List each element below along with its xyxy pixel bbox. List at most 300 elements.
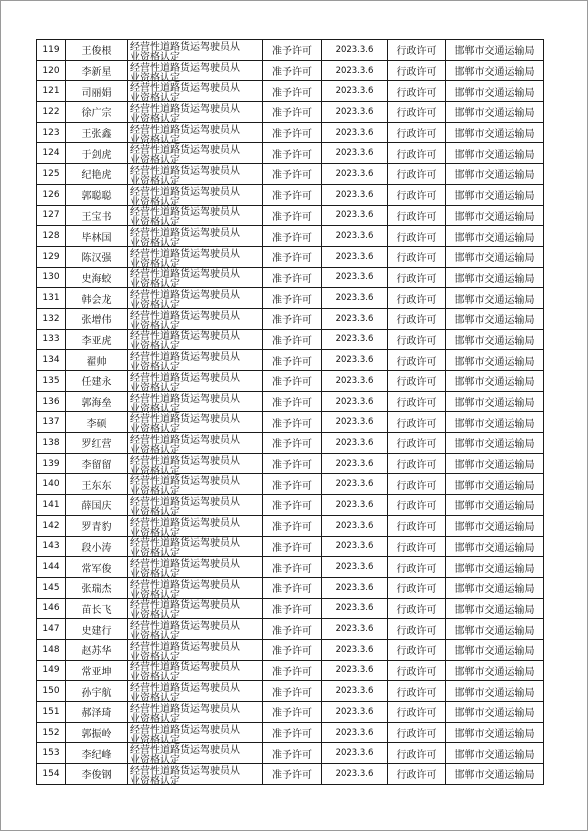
permit-item-cell <box>128 122 263 146</box>
permit-item-cell <box>128 433 263 454</box>
permit-item-cell <box>128 619 263 643</box>
table-row <box>37 164 544 185</box>
permit-item-cell <box>128 639 263 663</box>
permit-item-line2: 业资格认定 <box>130 734 180 746</box>
date-cell: 2023.3.6 <box>322 536 388 557</box>
table-row <box>37 722 544 743</box>
permit-item-cell <box>128 660 263 684</box>
permit-item-line2: 业资格认定 <box>130 320 180 332</box>
permit-item-cell <box>128 412 263 436</box>
applicant-name-cell: 李新星 <box>66 60 128 81</box>
category-cell: 行政许可 <box>388 122 446 143</box>
row-number-cell: 144 <box>37 557 66 578</box>
date-cell: 2023.3.6 <box>322 660 388 681</box>
permit-item-line2: 业资格认定 <box>130 196 180 208</box>
permit-item-line2: 业资格认定 <box>130 631 180 643</box>
table-row <box>37 81 544 102</box>
row-number-cell: 122 <box>37 102 66 123</box>
date-cell: 2023.3.6 <box>322 577 388 598</box>
row-number-cell: 148 <box>37 639 66 660</box>
authority-cell: 邯郸市交通运输局 <box>446 81 544 102</box>
permit-item-line2: 业资格认定 <box>130 548 180 560</box>
table-row <box>37 433 544 454</box>
decision-cell: 准予许可 <box>263 205 322 226</box>
category-cell: 行政许可 <box>388 660 446 681</box>
permit-item-line2: 业资格认定 <box>130 424 180 436</box>
category-cell: 行政许可 <box>388 184 446 205</box>
decision-cell: 准予许可 <box>263 122 322 143</box>
permit-item-cell <box>128 205 263 229</box>
table-row <box>37 205 544 226</box>
permit-item-line1: 经营性道路货运驾驶员从 <box>130 372 240 384</box>
permit-table <box>36 39 544 785</box>
category-cell: 行政许可 <box>388 391 446 412</box>
permit-item-line1: 经营性道路货运驾驶员从 <box>130 248 240 260</box>
table-row <box>37 288 544 309</box>
date-cell: 2023.3.6 <box>322 288 388 309</box>
authority-cell: 邯郸市交通运输局 <box>446 515 544 536</box>
permit-item-cell <box>128 743 263 767</box>
applicant-name-cell: 王张鑫 <box>66 122 128 143</box>
permit-item-line2: 业资格认定 <box>130 51 180 63</box>
authority-cell: 邯郸市交通运输局 <box>446 764 544 785</box>
table-row <box>37 577 544 598</box>
permit-item-cell <box>128 453 263 477</box>
applicant-name-cell: 任建永 <box>66 371 128 392</box>
table-row <box>37 308 544 329</box>
date-cell: 2023.3.6 <box>322 184 388 205</box>
permit-item-line2: 业资格认定 <box>130 569 180 581</box>
decision-cell: 准予许可 <box>263 681 322 702</box>
permit-item-line1: 经营性道路货运驾驶员从 <box>130 145 240 157</box>
permit-item-line1: 经营性道路货运驾驶员从 <box>130 207 240 219</box>
permit-item-line1: 经营性道路货运驾驶员从 <box>130 600 240 612</box>
table-row <box>37 557 544 578</box>
category-cell: 行政许可 <box>388 267 446 288</box>
category-cell: 行政许可 <box>388 743 446 764</box>
permit-item-line1: 经营性道路货运驾驶员从 <box>130 455 240 467</box>
row-number-cell: 130 <box>37 267 66 288</box>
table-row <box>37 536 544 557</box>
row-number-cell: 138 <box>37 433 66 454</box>
row-number-cell: 132 <box>37 308 66 329</box>
table-row <box>37 391 544 412</box>
decision-cell: 准予许可 <box>263 60 322 81</box>
row-number-cell: 150 <box>37 681 66 702</box>
table-row <box>37 743 544 764</box>
permit-item-line1: 经营性道路货运驾驶员从 <box>130 662 240 674</box>
date-cell: 2023.3.6 <box>322 639 388 660</box>
applicant-name-cell: 王宝书 <box>66 205 128 226</box>
authority-cell: 邯郸市交通运输局 <box>446 495 544 516</box>
row-number-cell: 121 <box>37 81 66 102</box>
permit-item-line1: 经营性道路货运驾驶员从 <box>130 683 240 695</box>
permit-item-line1: 经营性道路货运驾驶员从 <box>130 559 240 571</box>
applicant-name-cell: 张增伟 <box>66 308 128 329</box>
permit-item-line2: 业资格认定 <box>130 693 180 705</box>
decision-cell: 准予许可 <box>263 329 322 350</box>
decision-cell: 准予许可 <box>263 143 322 164</box>
applicant-name-cell: 张瑞杰 <box>66 577 128 598</box>
row-number-cell: 137 <box>37 412 66 433</box>
date-cell: 2023.3.6 <box>322 143 388 164</box>
permit-item-cell <box>128 764 263 785</box>
permit-item-line2: 业资格认定 <box>130 651 180 663</box>
category-cell: 行政许可 <box>388 515 446 536</box>
category-cell: 行政许可 <box>388 288 446 309</box>
permit-item-line1: 经营性道路货运驾驶员从 <box>130 538 240 550</box>
category-cell: 行政许可 <box>388 350 446 371</box>
category-cell: 行政许可 <box>388 495 446 516</box>
row-number-cell: 120 <box>37 60 66 81</box>
permit-item-line2: 业资格认定 <box>130 755 180 767</box>
authority-cell: 邯郸市交通运输局 <box>446 205 544 226</box>
permit-item-cell <box>128 40 263 61</box>
applicant-name-cell: 郝泽琦 <box>66 702 128 723</box>
category-cell: 行政许可 <box>388 60 446 81</box>
authority-cell: 邯郸市交通运输局 <box>446 102 544 123</box>
row-number-cell: 119 <box>37 40 66 61</box>
decision-cell: 准予许可 <box>263 371 322 392</box>
permit-item-line1: 经营性道路货运驾驶员从 <box>130 62 240 74</box>
category-cell: 行政许可 <box>388 764 446 785</box>
applicant-name-cell: 罗红营 <box>66 433 128 454</box>
date-cell: 2023.3.6 <box>322 474 388 495</box>
row-number-cell: 153 <box>37 743 66 764</box>
date-cell: 2023.3.6 <box>322 743 388 764</box>
permit-item-line2: 业资格认定 <box>130 382 180 394</box>
category-cell: 行政许可 <box>388 40 446 61</box>
applicant-name-cell: 常军俊 <box>66 557 128 578</box>
permit-item-line2: 业资格认定 <box>130 217 180 229</box>
category-cell: 行政许可 <box>388 329 446 350</box>
permit-item-cell <box>128 702 263 723</box>
category-cell: 行政许可 <box>388 639 446 660</box>
permit-item-line2: 业资格认定 <box>130 258 180 270</box>
table-row <box>37 350 544 371</box>
authority-cell: 邯郸市交通运输局 <box>446 536 544 557</box>
authority-cell: 邯郸市交通运输局 <box>446 722 544 743</box>
authority-cell: 邯郸市交通运输局 <box>446 433 544 454</box>
row-number-cell: 139 <box>37 453 66 474</box>
category-cell: 行政许可 <box>388 81 446 102</box>
table-row <box>37 226 544 247</box>
decision-cell: 准予许可 <box>263 267 322 288</box>
date-cell: 2023.3.6 <box>322 40 388 61</box>
permit-item-line1: 经营性道路货运驾驶员从 <box>130 331 240 343</box>
category-cell: 行政许可 <box>388 102 446 123</box>
authority-cell: 邯郸市交通运输局 <box>446 288 544 309</box>
permit-item-line1: 经营性道路货运驾驶员从 <box>130 290 240 302</box>
date-cell: 2023.3.6 <box>322 412 388 433</box>
permit-item-cell <box>128 102 263 123</box>
row-number-cell: 141 <box>37 495 66 516</box>
decision-cell: 准予许可 <box>263 184 322 205</box>
permit-item-cell <box>128 226 263 250</box>
table-row <box>37 474 544 495</box>
permit-item-line1: 经营性道路货运驾驶员从 <box>130 186 240 198</box>
table-row <box>37 40 544 61</box>
authority-cell: 邯郸市交通运输局 <box>446 308 544 329</box>
decision-cell: 准予许可 <box>263 639 322 660</box>
permit-item-cell <box>128 267 263 291</box>
permit-item-cell <box>128 143 263 167</box>
permit-item-cell <box>128 536 263 560</box>
permit-item-line2: 业资格认定 <box>130 713 180 725</box>
permit-item-line2: 业资格认定 <box>130 134 180 146</box>
row-number-cell: 128 <box>37 226 66 247</box>
date-cell: 2023.3.6 <box>322 246 388 267</box>
permit-item-cell <box>128 722 263 746</box>
applicant-name-cell: 陈汉强 <box>66 246 128 267</box>
applicant-name-cell: 史建行 <box>66 619 128 640</box>
authority-cell: 邯郸市交通运输局 <box>446 164 544 185</box>
category-cell: 行政许可 <box>388 164 446 185</box>
decision-cell: 准予许可 <box>263 619 322 640</box>
permit-item-line1: 经营性道路货运驾驶员从 <box>130 124 240 136</box>
authority-cell: 邯郸市交通运输局 <box>446 184 544 205</box>
applicant-name-cell: 李俊钢 <box>66 764 128 785</box>
applicant-name-cell: 韩会龙 <box>66 288 128 309</box>
authority-cell: 邯郸市交通运输局 <box>446 40 544 61</box>
permit-item-cell <box>128 308 263 332</box>
decision-cell: 准予许可 <box>263 515 322 536</box>
row-number-cell: 136 <box>37 391 66 412</box>
table-row <box>37 598 544 619</box>
table-row <box>37 246 544 267</box>
date-cell: 2023.3.6 <box>322 495 388 516</box>
table-row <box>37 515 544 536</box>
category-cell: 行政许可 <box>388 205 446 226</box>
permit-item-line2: 业资格认定 <box>130 238 180 250</box>
category-cell: 行政许可 <box>388 433 446 454</box>
date-cell: 2023.3.6 <box>322 764 388 785</box>
permit-item-cell <box>128 60 263 84</box>
decision-cell: 准予许可 <box>263 474 322 495</box>
category-cell: 行政许可 <box>388 536 446 557</box>
decision-cell: 准予许可 <box>263 598 322 619</box>
date-cell: 2023.3.6 <box>322 391 388 412</box>
date-cell: 2023.3.6 <box>322 722 388 743</box>
table-row <box>37 267 544 288</box>
applicant-name-cell: 薛国庆 <box>66 495 128 516</box>
authority-cell: 邯郸市交通运输局 <box>446 743 544 764</box>
date-cell: 2023.3.6 <box>322 598 388 619</box>
applicant-name-cell: 罗青豹 <box>66 515 128 536</box>
permit-item-line2: 业资格认定 <box>130 444 180 456</box>
row-number-cell: 145 <box>37 577 66 598</box>
table-row <box>37 639 544 660</box>
category-cell: 行政许可 <box>388 619 446 640</box>
row-number-cell: 125 <box>37 164 66 185</box>
authority-cell: 邯郸市交通运输局 <box>446 267 544 288</box>
row-number-cell: 127 <box>37 205 66 226</box>
category-cell: 行政许可 <box>388 722 446 743</box>
authority-cell: 邯郸市交通运输局 <box>446 246 544 267</box>
permit-item-cell <box>128 288 263 312</box>
authority-cell: 邯郸市交通运输局 <box>446 60 544 81</box>
permit-item-cell <box>128 495 263 516</box>
authority-cell: 邯郸市交通运输局 <box>446 639 544 660</box>
row-number-cell: 146 <box>37 598 66 619</box>
decision-cell: 准予许可 <box>263 246 322 267</box>
row-number-cell: 135 <box>37 371 66 392</box>
applicant-name-cell: 李亚虎 <box>66 329 128 350</box>
decision-cell: 准予许可 <box>263 102 322 123</box>
table-row <box>37 702 544 723</box>
permit-item-line2: 业资格认定 <box>130 486 180 498</box>
date-cell: 2023.3.6 <box>322 515 388 536</box>
decision-cell: 准予许可 <box>263 226 322 247</box>
permit-item-line2: 业资格认定 <box>130 465 180 477</box>
permit-item-line1: 经营性道路货运驾驶员从 <box>130 496 240 508</box>
decision-cell: 准予许可 <box>263 743 322 764</box>
permit-item-cell <box>128 391 263 415</box>
table-row <box>37 619 544 640</box>
permit-item-cell <box>128 598 263 622</box>
permit-item-line2: 业资格认定 <box>130 93 180 105</box>
authority-cell: 邯郸市交通运输局 <box>446 143 544 164</box>
applicant-name-cell: 纪艳虎 <box>66 164 128 185</box>
applicant-name-cell: 王俊根 <box>66 40 128 61</box>
decision-cell: 准予许可 <box>263 391 322 412</box>
date-cell: 2023.3.6 <box>322 81 388 102</box>
permit-item-line1: 经营性道路货运驾驶员从 <box>130 621 240 633</box>
permit-item-line1: 经营性道路货运驾驶员从 <box>130 703 240 715</box>
applicant-name-cell: 王东东 <box>66 474 128 495</box>
row-number-cell: 151 <box>37 702 66 723</box>
decision-cell: 准予许可 <box>263 660 322 681</box>
permit-item-line1: 经营性道路货运驾驶员从 <box>130 434 240 446</box>
category-cell: 行政许可 <box>388 143 446 164</box>
row-number-cell: 123 <box>37 122 66 143</box>
row-number-cell: 131 <box>37 288 66 309</box>
permit-item-line1: 经营性道路货运驾驶员从 <box>130 352 240 364</box>
authority-cell: 邯郸市交通运输局 <box>446 660 544 681</box>
permit-item-line1: 经营性道路货运驾驶员从 <box>130 228 240 240</box>
applicant-name-cell: 翟帅 <box>66 350 128 371</box>
permit-item-cell <box>128 681 263 705</box>
authority-cell: 邯郸市交通运输局 <box>446 329 544 350</box>
decision-cell: 准予许可 <box>263 81 322 102</box>
authority-cell: 邯郸市交通运输局 <box>446 681 544 702</box>
permit-item-line1: 经营性道路货运驾驶员从 <box>130 41 240 53</box>
table-row <box>37 143 544 164</box>
permit-item-line2: 业资格认定 <box>130 672 180 684</box>
applicant-name-cell: 郭振岭 <box>66 722 128 743</box>
date-cell: 2023.3.6 <box>322 702 388 723</box>
authority-cell: 邯郸市交通运输局 <box>446 474 544 495</box>
permit-item-cell <box>128 246 263 270</box>
applicant-name-cell: 常亚坤 <box>66 660 128 681</box>
date-cell: 2023.3.6 <box>322 557 388 578</box>
authority-cell: 邯郸市交通运输局 <box>446 226 544 247</box>
date-cell: 2023.3.6 <box>322 60 388 81</box>
permit-table-body <box>37 40 544 785</box>
applicant-name-cell: 毕林国 <box>66 226 128 247</box>
date-cell: 2023.3.6 <box>322 619 388 640</box>
row-number-cell: 149 <box>37 660 66 681</box>
permit-item-line1: 经营性道路货运驾驶员从 <box>130 765 240 777</box>
permit-item-cell <box>128 184 263 208</box>
row-number-cell: 154 <box>37 764 66 785</box>
permit-item-line2: 业资格认定 <box>130 362 180 374</box>
decision-cell: 准予许可 <box>263 164 322 185</box>
row-number-cell: 152 <box>37 722 66 743</box>
row-number-cell: 140 <box>37 474 66 495</box>
authority-cell: 邯郸市交通运输局 <box>446 619 544 640</box>
applicant-name-cell: 李留留 <box>66 453 128 474</box>
permit-item-line2: 业资格认定 <box>130 403 180 415</box>
date-cell: 2023.3.6 <box>322 205 388 226</box>
decision-cell: 准予许可 <box>263 764 322 785</box>
table-row <box>37 453 544 474</box>
category-cell: 行政许可 <box>388 474 446 495</box>
permit-item-line1: 经营性道路货运驾驶员从 <box>130 83 240 95</box>
permit-item-line2: 业资格认定 <box>130 113 180 125</box>
decision-cell: 准予许可 <box>263 577 322 598</box>
permit-item-cell <box>128 371 263 392</box>
row-number-cell: 143 <box>37 536 66 557</box>
permit-item-line2: 业资格认定 <box>130 72 180 84</box>
applicant-name-cell: 于剑虎 <box>66 143 128 164</box>
permit-item-line1: 经营性道路货运驾驶员从 <box>130 517 240 529</box>
permit-item-cell <box>128 557 263 581</box>
row-number-cell: 129 <box>37 246 66 267</box>
decision-cell: 准予许可 <box>263 557 322 578</box>
permit-item-line2: 业资格认定 <box>130 506 180 518</box>
applicant-name-cell: 徐广宗 <box>66 102 128 123</box>
decision-cell: 准予许可 <box>263 308 322 329</box>
date-cell: 2023.3.6 <box>322 102 388 123</box>
decision-cell: 准予许可 <box>263 702 322 723</box>
date-cell: 2023.3.6 <box>322 267 388 288</box>
date-cell: 2023.3.6 <box>322 329 388 350</box>
category-cell: 行政许可 <box>388 246 446 267</box>
permit-item-line2: 业资格认定 <box>130 589 180 601</box>
decision-cell: 准予许可 <box>263 453 322 474</box>
decision-cell: 准予许可 <box>263 40 322 61</box>
applicant-name-cell: 段小涛 <box>66 536 128 557</box>
row-number-cell: 142 <box>37 515 66 536</box>
date-cell: 2023.3.6 <box>322 350 388 371</box>
permit-item-line2: 业资格认定 <box>130 155 180 167</box>
decision-cell: 准予许可 <box>263 495 322 516</box>
permit-item-line2: 业资格认定 <box>130 300 180 312</box>
authority-cell: 邯郸市交通运输局 <box>446 598 544 619</box>
table-row <box>37 764 544 785</box>
permit-item-line1: 经营性道路货运驾驶员从 <box>130 745 240 757</box>
permit-item-line1: 经营性道路货运驾驶员从 <box>130 310 240 322</box>
row-number-cell: 124 <box>37 143 66 164</box>
category-cell: 行政许可 <box>388 453 446 474</box>
permit-item-line2: 业资格认定 <box>130 175 180 187</box>
applicant-name-cell: 李纪峰 <box>66 743 128 764</box>
permit-item-cell <box>128 81 263 105</box>
table-row <box>37 184 544 205</box>
date-cell: 2023.3.6 <box>322 433 388 454</box>
row-number-cell: 126 <box>37 184 66 205</box>
applicant-name-cell: 史海蛟 <box>66 267 128 288</box>
date-cell: 2023.3.6 <box>322 681 388 702</box>
authority-cell: 邯郸市交通运输局 <box>446 577 544 598</box>
permit-item-line2: 业资格认定 <box>130 610 180 622</box>
applicant-name-cell: 郭聪聪 <box>66 184 128 205</box>
table-row <box>37 660 544 681</box>
applicant-name-cell: 李硕 <box>66 412 128 433</box>
authority-cell: 邯郸市交通运输局 <box>446 453 544 474</box>
authority-cell: 邯郸市交通运输局 <box>446 391 544 412</box>
